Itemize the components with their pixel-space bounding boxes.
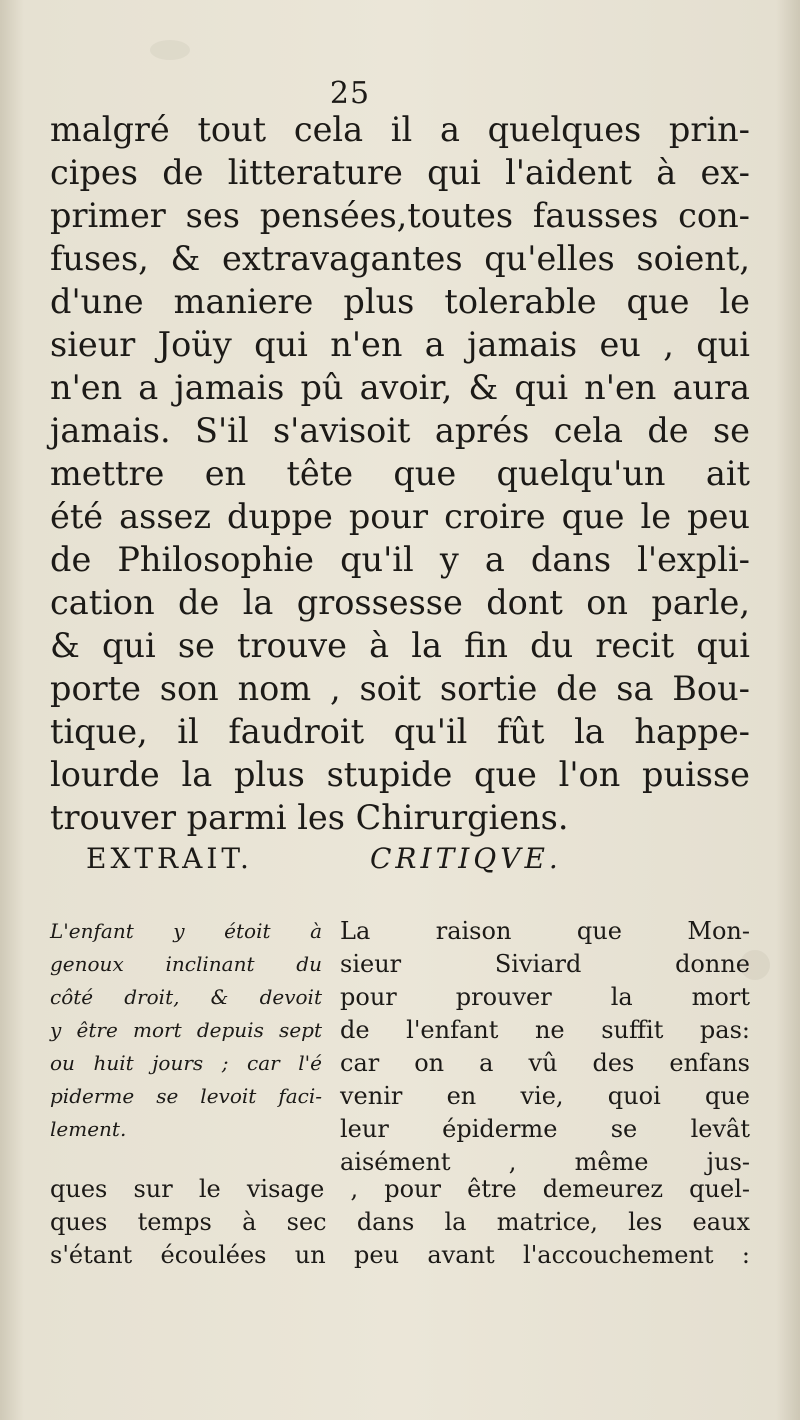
extrait-column: [50, 915, 322, 1146]
text-line: jamais. S'il s'avisoit aprés cela de se: [50, 411, 750, 450]
text-line: mettre en tête que quelqu'un ait: [50, 454, 750, 493]
text-line: fuses, & extravagantes qu'elles soient,: [50, 239, 750, 278]
critique-line: de l'enfant ne suffit pas:: [340, 1016, 750, 1044]
text-line: s'étant écoulées un peu avant l'accouchement :: [50, 1241, 750, 1269]
critique-column: [340, 915, 750, 1179]
extrait-line: genoux inclinant du: [50, 952, 322, 976]
critique-heading: CRITIQVE.: [370, 842, 562, 875]
critique-line: sieur Siviard donne: [340, 950, 750, 978]
text-line: cipes de litterature qui l'aident à ex-: [50, 153, 750, 192]
critique-line: leur épiderme se levât: [340, 1115, 750, 1143]
text-line: n'en a jamais pû avoir, & qui n'en aura: [50, 368, 750, 407]
text-line: été assez duppe pour croire que le peu: [50, 497, 750, 536]
text-line: & qui se trouve à la fin du recit qui: [50, 626, 750, 665]
extrait-line: L'enfant y étoit à: [50, 919, 322, 943]
continuation-paragraph: [50, 1173, 750, 1272]
page-number: 25: [329, 76, 371, 111]
critique-line: venir en vie, quoi que: [340, 1082, 750, 1110]
text-line: cation de la grossesse dont on parle,: [50, 583, 750, 622]
critique-line: aisément , même jus-: [340, 1148, 750, 1176]
text-line: tique, il faudroit qu'il fût la happe-: [50, 712, 750, 751]
text-line: trouver parmi les Chirurgiens.: [50, 798, 569, 837]
critique-line: car on a vû des enfans: [340, 1049, 750, 1077]
main-paragraph: [50, 108, 750, 839]
extrait-line: y être mort depuis sept: [50, 1018, 322, 1042]
critique-line: pour prouver la mort: [340, 983, 750, 1011]
extrait-line: côté droit, & devoit: [50, 985, 322, 1009]
extrait-line: piderme se levoit faci-: [50, 1084, 322, 1108]
critique-line: La raison que Mon-: [340, 917, 750, 945]
extrait-heading: EXTRAIT.: [86, 842, 253, 875]
extrait-line: ou huit jours ; car l'é: [50, 1051, 322, 1075]
text-line: lourde la plus stupide que l'on puisse: [50, 755, 750, 794]
text-line: ques temps à sec dans la matrice, les eaux: [50, 1208, 750, 1236]
paper-stain: [150, 40, 190, 60]
text-line: de Philosophie qu'il y a dans l'expli-: [50, 540, 750, 579]
text-line: porte son nom , soit sortie de sa Bou-: [50, 669, 750, 708]
text-line: d'une maniere plus tolerable que le: [50, 282, 750, 321]
text-line: primer ses pensées,toutes fausses con-: [50, 196, 750, 235]
text-line: sieur Joüy qui n'en a jamais eu , qui: [50, 325, 750, 364]
extrait-line: lement.: [50, 1117, 127, 1141]
text-line: ques sur le visage , pour être demeurez quel-: [50, 1175, 750, 1203]
text-line: malgré tout cela il a quelques prin-: [50, 110, 750, 149]
